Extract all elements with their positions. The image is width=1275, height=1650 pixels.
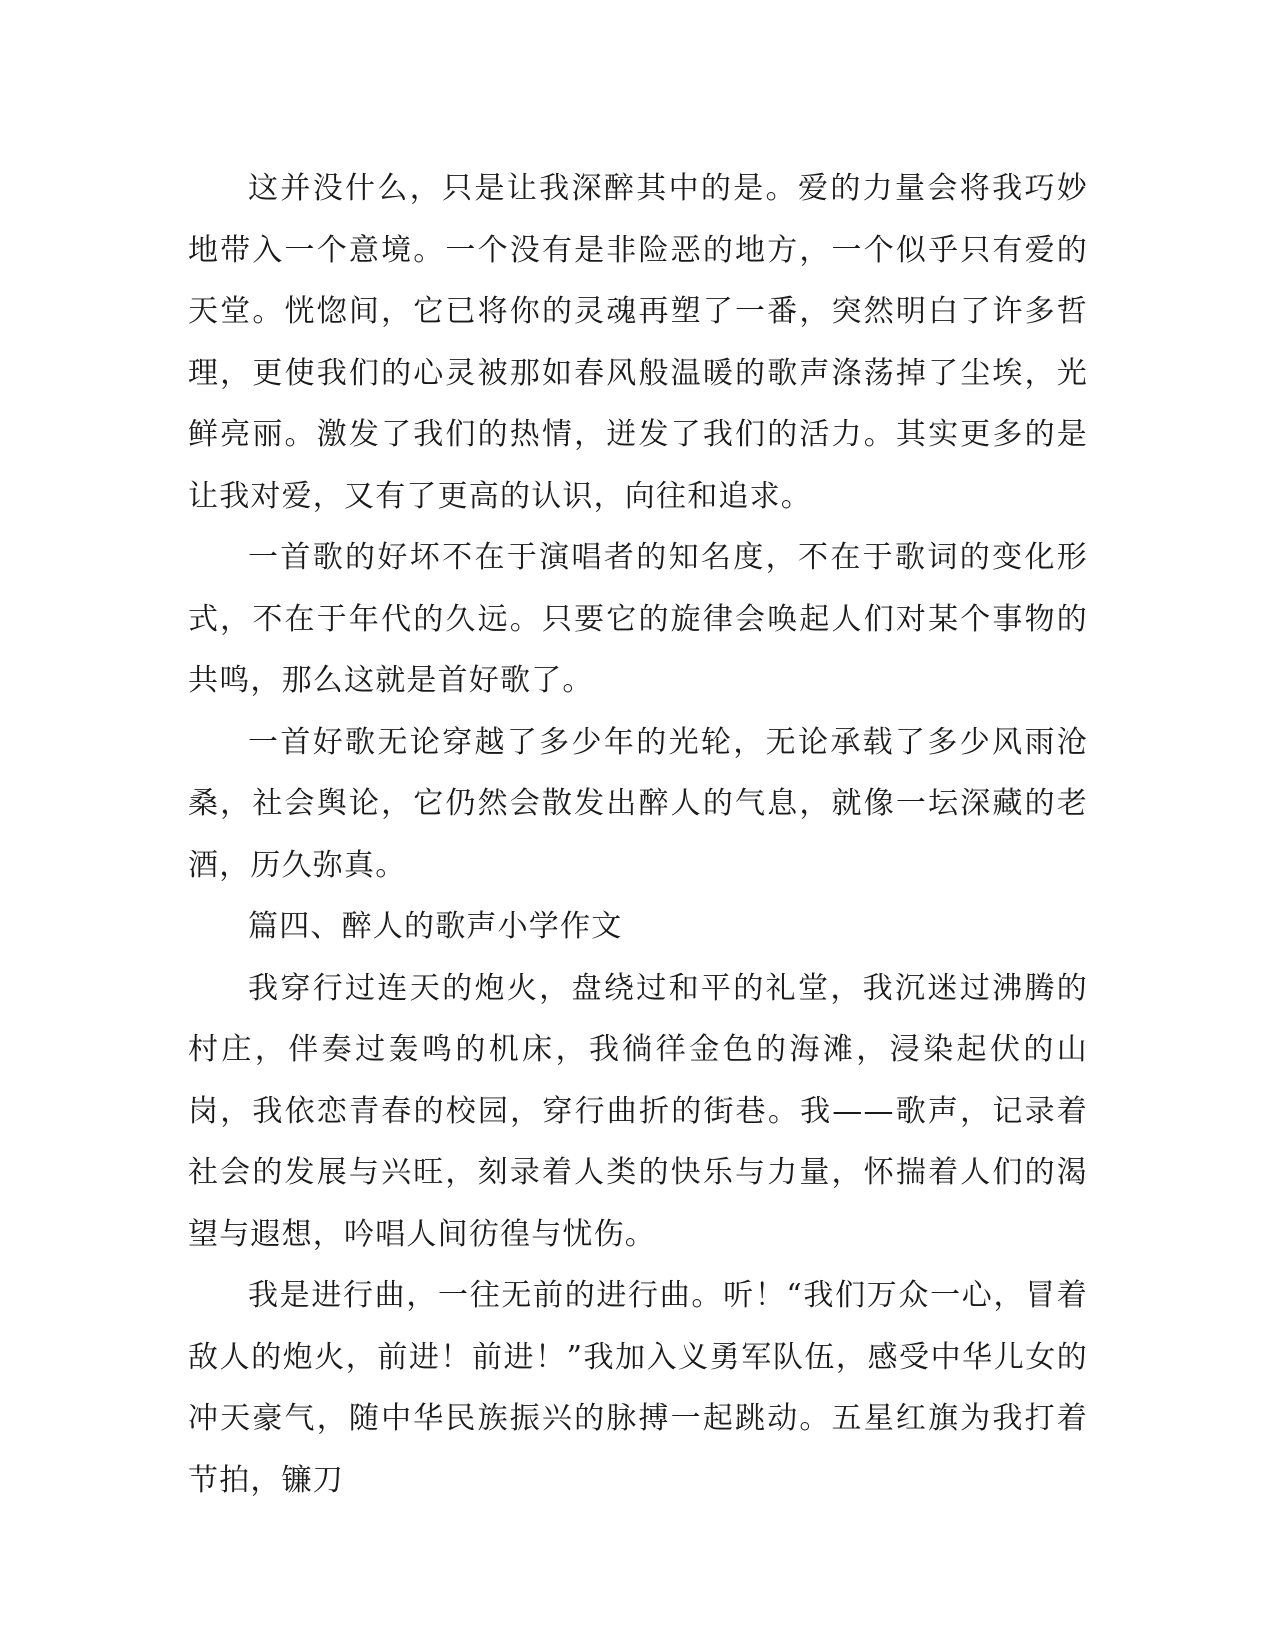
paragraph-5: 我是进行曲，一往无前的进行曲。听！“我们万众一心，冒着敌人的炮火，前进！前进！”我加入义勇军队伍，感受中华儿女的冲天豪气，随中华民族振兴的脉搏一起跳动。五星红旗为我打着节拍，镰刀 [188,1278,1088,1498]
paragraph-3: 一首好歌无论穿越了多少年的光轮，无论承载了多少风雨沧桑，社会舆论，它仍然会散发出醉人的气息，就像一坛深藏的老酒，历久弥真。 [188,724,1088,883]
paragraph-4: 我穿行过连天的炮火，盘绕过和平的礼堂，我沉迷过沸腾的村庄，伴奏过轰鸣的机床，我徜徉金色的海滩，浸染起伏的山岗，我依恋青春的校园，穿行曲折的街巷。我——歌声，记录着社会的发展与兴旺，刻录着人类的快乐与力量，怀揣着人们的渴望与遐想，吟唱人间彷徨与忧伤。 [188,970,1088,1252]
paragraph-2: 一首歌的好坏不在于演唱者的知名度，不在于歌词的变化形式，不在于年代的久远。只要它的旋律会唤起人们对某个事物的共鸣，那么这就是首好歌了。 [188,540,1088,698]
document-body [188,158,1088,1511]
section-heading: 篇四、醉人的歌声小学作文 [248,909,623,944]
paragraph-1: 这并没什么，只是让我深醉其中的是。爱的力量会将我巧妙地带入一个意境。一个没有是非险恶的地方，一个似乎只有爱的天堂。恍惚间，它已将你的灵魂再塑了一番，突然明白了许多哲理，更使我们的心灵被那如春风般温暖的歌声涤荡掉了尘埃，光鲜亮丽。激发了我们的热情，迸发了我们的活力。其实更多的是让我对爱，又有了更高的认识，向往和追求。 [188,171,1088,514]
